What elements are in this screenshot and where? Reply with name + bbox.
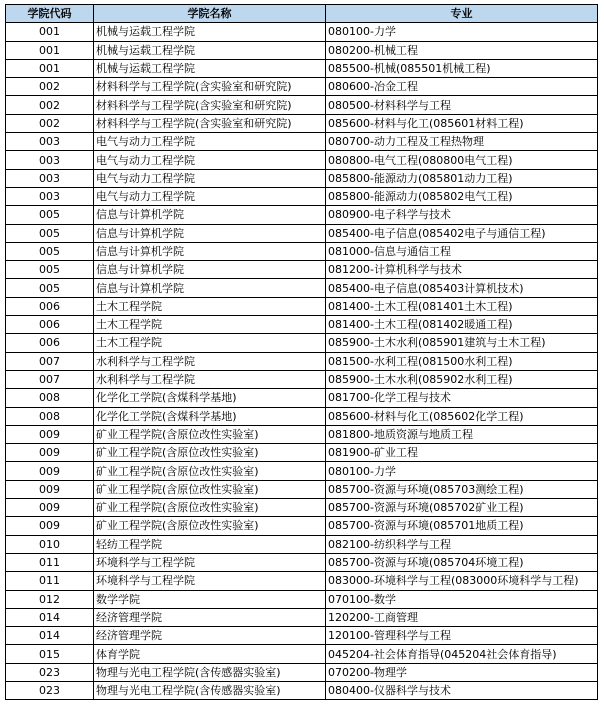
- table-row: [6, 187, 598, 205]
- cell-major: 045204-社会体育指导(045204社会体育指导): [326, 645, 598, 663]
- cell-college-code: 009: [6, 425, 94, 443]
- cell-college-code: 003: [6, 133, 94, 151]
- table-row: [6, 517, 598, 535]
- table-row: [6, 444, 598, 462]
- cell-major: 085900-土木水利(085902水利工程): [326, 370, 598, 388]
- cell-college-name: 矿业工程学院(含原位改性实验室): [94, 517, 326, 535]
- table-row: [6, 224, 598, 242]
- cell-college-code: 011: [6, 553, 94, 571]
- table-row: [6, 553, 598, 571]
- cell-college-name: 信息与计算机学院: [94, 261, 326, 279]
- table-row: [6, 681, 598, 699]
- cell-college-name: 轻纺工程学院: [94, 535, 326, 553]
- cell-major: 085700-资源与环境(085703测绘工程): [326, 480, 598, 498]
- table-row: [6, 499, 598, 517]
- header-college-name: 学院名称: [94, 5, 326, 23]
- table-row: [6, 462, 598, 480]
- cell-major: 080400-仪器科学与技术: [326, 681, 598, 699]
- cell-college-name: 机械与运载工程学院: [94, 23, 326, 41]
- cell-college-name: 材料科学与工程学院(含实验室和研究院): [94, 114, 326, 132]
- table-row: [6, 206, 598, 224]
- cell-college-code: 005: [6, 279, 94, 297]
- cell-college-code: 005: [6, 206, 94, 224]
- table-row: [6, 425, 598, 443]
- cell-major: 070200-物理学: [326, 663, 598, 681]
- cell-college-code: 023: [6, 663, 94, 681]
- cell-major: 081500-水利工程(081500水利工程): [326, 352, 598, 370]
- cell-major: 081800-地质资源与地质工程: [326, 425, 598, 443]
- table-row: [6, 59, 598, 77]
- cell-college-name: 土木工程学院: [94, 334, 326, 352]
- cell-college-code: 005: [6, 224, 94, 242]
- cell-college-code: 006: [6, 334, 94, 352]
- table-row: [6, 352, 598, 370]
- cell-college-code: 006: [6, 316, 94, 334]
- table-row: [6, 407, 598, 425]
- cell-major: 081700-化学工程与技术: [326, 389, 598, 407]
- cell-major: 080500-材料科学与工程: [326, 96, 598, 114]
- table-row: [6, 627, 598, 645]
- cell-college-code: 007: [6, 352, 94, 370]
- cell-college-name: 材料科学与工程学院(含实验室和研究院): [94, 96, 326, 114]
- cell-college-name: 矿业工程学院(含原位改性实验室): [94, 499, 326, 517]
- cell-college-name: 经济管理学院: [94, 627, 326, 645]
- cell-college-name: 电气与动力工程学院: [94, 169, 326, 187]
- cell-college-name: 经济管理学院: [94, 608, 326, 626]
- cell-college-code: 009: [6, 444, 94, 462]
- table-row: [6, 663, 598, 681]
- cell-major: 083000-环境科学与工程(083000环境科学与工程): [326, 572, 598, 590]
- table-row: [6, 389, 598, 407]
- cell-college-code: 003: [6, 169, 94, 187]
- cell-college-name: 矿业工程学院(含原位改性实验室): [94, 462, 326, 480]
- cell-college-name: 材料科学与工程学院(含实验室和研究院): [94, 78, 326, 96]
- cell-college-code: 014: [6, 627, 94, 645]
- cell-college-code: 009: [6, 462, 94, 480]
- table-row: [6, 133, 598, 151]
- table-row: [6, 480, 598, 498]
- cell-major: 085700-资源与环境(085704环境工程): [326, 553, 598, 571]
- cell-major: 080600-冶金工程: [326, 78, 598, 96]
- header-major: 专业: [326, 5, 598, 23]
- table-row: [6, 279, 598, 297]
- table-row: [6, 96, 598, 114]
- table-row: [6, 23, 598, 41]
- cell-college-code: 005: [6, 242, 94, 260]
- cell-major: 085600-材料与化工(085601材料工程): [326, 114, 598, 132]
- table-row: [6, 645, 598, 663]
- table-row: [6, 608, 598, 626]
- cell-college-code: 015: [6, 645, 94, 663]
- cell-college-code: 005: [6, 261, 94, 279]
- cell-major: 120100-管理科学与工程: [326, 627, 598, 645]
- cell-major: 085400-电子信息(085402电子与通信工程): [326, 224, 598, 242]
- table-body: [6, 23, 598, 700]
- cell-major: 081000-信息与通信工程: [326, 242, 598, 260]
- cell-college-code: 001: [6, 23, 94, 41]
- cell-college-name: 物理与光电工程学院(含传感器实验室): [94, 681, 326, 699]
- majors-table: [5, 4, 598, 700]
- cell-major: 081900-矿业工程: [326, 444, 598, 462]
- cell-major: 085800-能源动力(085802电气工程): [326, 187, 598, 205]
- table-row: [6, 78, 598, 96]
- cell-college-name: 环境科学与工程学院: [94, 553, 326, 571]
- table-row: [6, 572, 598, 590]
- cell-major: 085900-土木水利(085901建筑与土木工程): [326, 334, 598, 352]
- cell-college-name: 土木工程学院: [94, 297, 326, 315]
- cell-college-name: 数学学院: [94, 590, 326, 608]
- table-row: [6, 41, 598, 59]
- cell-major: 080100-力学: [326, 23, 598, 41]
- cell-college-code: 008: [6, 407, 94, 425]
- cell-major: 080800-电气工程(080800电气工程): [326, 151, 598, 169]
- cell-college-name: 电气与动力工程学院: [94, 187, 326, 205]
- table-row: [6, 242, 598, 260]
- cell-college-name: 水利科学与工程学院: [94, 352, 326, 370]
- cell-college-code: 008: [6, 389, 94, 407]
- cell-college-name: 水利科学与工程学院: [94, 370, 326, 388]
- cell-major: 120200-工商管理: [326, 608, 598, 626]
- table-row: [6, 316, 598, 334]
- cell-college-name: 物理与光电工程学院(含传感器实验室): [94, 663, 326, 681]
- cell-college-code: 009: [6, 480, 94, 498]
- cell-college-code: 014: [6, 608, 94, 626]
- cell-major: 070100-数学: [326, 590, 598, 608]
- cell-college-code: 001: [6, 59, 94, 77]
- table-row: [6, 334, 598, 352]
- cell-college-code: 023: [6, 681, 94, 699]
- cell-college-name: 机械与运载工程学院: [94, 41, 326, 59]
- cell-college-name: 矿业工程学院(含原位改性实验室): [94, 425, 326, 443]
- cell-major: 081400-土木工程(081401土木工程): [326, 297, 598, 315]
- cell-major: 080700-动力工程及工程热物理: [326, 133, 598, 151]
- cell-college-name: 电气与动力工程学院: [94, 133, 326, 151]
- cell-major: 085400-电子信息(085403计算机技术): [326, 279, 598, 297]
- cell-college-code: 007: [6, 370, 94, 388]
- cell-college-code: 009: [6, 517, 94, 535]
- cell-college-code: 002: [6, 114, 94, 132]
- cell-college-name: 信息与计算机学院: [94, 279, 326, 297]
- cell-college-name: 环境科学与工程学院: [94, 572, 326, 590]
- cell-college-name: 化学化工学院(含煤科学基地): [94, 389, 326, 407]
- table-row: [6, 261, 598, 279]
- cell-major: 080200-机械工程: [326, 41, 598, 59]
- cell-college-name: 土木工程学院: [94, 316, 326, 334]
- table-row: [6, 114, 598, 132]
- cell-major: 085700-资源与环境(085702矿业工程): [326, 499, 598, 517]
- cell-college-name: 信息与计算机学院: [94, 242, 326, 260]
- cell-college-code: 001: [6, 41, 94, 59]
- table-row: [6, 151, 598, 169]
- header-college-code: 学院代码: [6, 5, 94, 23]
- table-row: [6, 169, 598, 187]
- cell-college-code: 012: [6, 590, 94, 608]
- cell-college-code: 002: [6, 78, 94, 96]
- cell-college-code: 003: [6, 151, 94, 169]
- cell-college-name: 矿业工程学院(含原位改性实验室): [94, 444, 326, 462]
- cell-major: 080100-力学: [326, 462, 598, 480]
- cell-major: 081400-土木工程(081402暖通工程): [326, 316, 598, 334]
- cell-college-code: 011: [6, 572, 94, 590]
- cell-major: 081200-计算机科学与技术: [326, 261, 598, 279]
- cell-college-name: 信息与计算机学院: [94, 206, 326, 224]
- cell-college-code: 010: [6, 535, 94, 553]
- cell-college-name: 电气与动力工程学院: [94, 151, 326, 169]
- cell-college-name: 机械与运载工程学院: [94, 59, 326, 77]
- spreadsheet: [5, 4, 597, 700]
- table-row: [6, 370, 598, 388]
- table-row: [6, 297, 598, 315]
- cell-college-code: 009: [6, 499, 94, 517]
- cell-college-name: 化学化工学院(含煤科学基地): [94, 407, 326, 425]
- table-row: [6, 535, 598, 553]
- cell-major: 085500-机械(085501机械工程): [326, 59, 598, 77]
- table-row: [6, 590, 598, 608]
- cell-major: 082100-纺织科学与工程: [326, 535, 598, 553]
- cell-college-code: 003: [6, 187, 94, 205]
- header-row: [6, 5, 598, 23]
- cell-major: 080900-电子科学与技术: [326, 206, 598, 224]
- cell-major: 085600-材料与化工(085602化学工程): [326, 407, 598, 425]
- cell-college-name: 矿业工程学院(含原位改性实验室): [94, 480, 326, 498]
- cell-college-name: 体育学院: [94, 645, 326, 663]
- cell-college-code: 006: [6, 297, 94, 315]
- cell-college-name: 信息与计算机学院: [94, 224, 326, 242]
- cell-major: 085800-能源动力(085801动力工程): [326, 169, 598, 187]
- cell-college-code: 002: [6, 96, 94, 114]
- cell-major: 085700-资源与环境(085701地质工程): [326, 517, 598, 535]
